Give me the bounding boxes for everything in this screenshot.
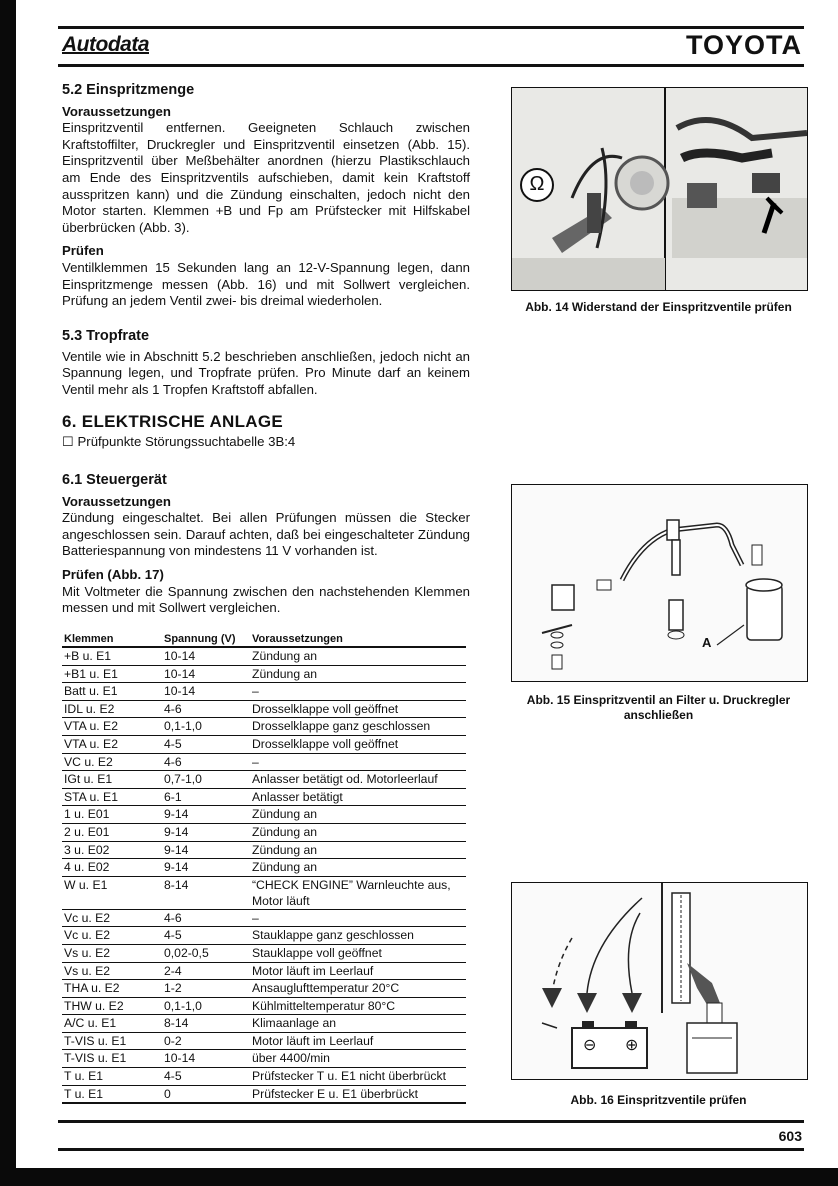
subheading: Prüfen	[62, 243, 104, 259]
table-row	[62, 841, 466, 859]
terminal-cell: +B1 u. E1	[62, 665, 162, 683]
terminal-cell: IDL u. E2	[62, 700, 162, 718]
section-title: 6.1 Steuergerät	[62, 472, 167, 488]
voltage-cell: 0-2	[162, 1032, 250, 1050]
terminal-cell: 1 u. E01	[62, 806, 162, 824]
table-row	[62, 1032, 466, 1050]
terminal-cell: 3 u. E02	[62, 841, 162, 859]
table-row	[62, 735, 466, 753]
terminal-cell: VTA u. E2	[62, 718, 162, 736]
table-row	[62, 806, 466, 824]
terminal-cell: T-VIS u. E1	[62, 1032, 162, 1050]
condition-cell: Motor läuft im Leerlauf	[250, 962, 466, 980]
paragraph: Zündung eingeschaltet. Bei allen Prüfungen müssen die Stecker angeschlossen sein. Darauf achten, daß bei eingeschalteter Zündung Batteriespannung von mindestens 11 V vorhanden ist.	[62, 510, 470, 559]
terminal-cell: STA u. E1	[62, 788, 162, 806]
voltage-spec-table	[62, 632, 466, 1104]
voltage-cell: 4-5	[162, 927, 250, 945]
terminal-cell: 4 u. E02	[62, 859, 162, 877]
table-row	[62, 859, 466, 877]
voltage-cell: 4-5	[162, 1068, 250, 1086]
terminal-cell: VC u. E2	[62, 753, 162, 771]
condition-cell: Zündung an	[250, 859, 466, 877]
voltage-cell: 0,1-1,0	[162, 997, 250, 1015]
figure-15-caption: Abb. 15 Einspritzventil an Filter u. Druckregler anschließen	[526, 693, 791, 722]
paragraph: Ventilklemmen 15 Sekunden lang an 12-V-Spannung legen, dann Einspritzmenge messen (Abb. 16) und mit Sollwert vergleichen. Prüfung an jedem Ventil zwei- bis dreimal wiederholen.	[62, 259, 470, 309]
table-row	[62, 788, 466, 806]
terminal-cell: A/C u. E1	[62, 1015, 162, 1033]
subheading: Prüfen (Abb. 17)	[62, 566, 164, 582]
voltage-cell: 9-14	[162, 841, 250, 859]
ohm-symbol: Ω	[520, 168, 554, 202]
subheading: Voraussetzungen	[62, 103, 171, 119]
column-header: Spannung (V)	[162, 632, 250, 647]
page-number: 603	[778, 1128, 802, 1144]
condition-cell: Stauklappe ganz geschlossen	[250, 927, 466, 945]
column-header: Klemmen	[62, 632, 162, 647]
condition-cell: Anlasser betätigt	[250, 788, 466, 806]
condition-cell: “CHECK ENGINE” Warnleuchte aus, Motor läuft	[250, 876, 466, 909]
table-row	[62, 1068, 466, 1086]
column-header: Voraussetzungen	[250, 632, 466, 647]
condition-cell: –	[250, 909, 466, 927]
table-row	[62, 980, 466, 998]
voltage-cell: 10-14	[162, 683, 250, 701]
reference-line	[62, 434, 470, 451]
table-row	[62, 876, 466, 909]
terminal-cell: T-VIS u. E1	[62, 1050, 162, 1068]
header-bottom-rule	[58, 64, 804, 67]
condition-cell: über 4400/min	[250, 1050, 466, 1068]
voltage-cell: 9-14	[162, 823, 250, 841]
table-row	[62, 1085, 466, 1103]
table-row	[62, 1050, 466, 1068]
table-row	[62, 753, 466, 771]
voltage-cell: 4-6	[162, 700, 250, 718]
figure-15-drawing	[511, 484, 808, 682]
injector-resistance-photo	[512, 88, 807, 290]
voltage-cell: 9-14	[162, 806, 250, 824]
voltage-cell: 0,02-0,5	[162, 944, 250, 962]
terminal-cell: Vs u. E2	[62, 944, 162, 962]
table-row	[62, 1015, 466, 1033]
chapter-title: 6. ELEKTRISCHE ANLAGE	[62, 412, 284, 431]
terminal-cell: 2 u. E01	[62, 823, 162, 841]
terminal-cell: THW u. E2	[62, 997, 162, 1015]
vehicle-make: TOYOTA	[685, 30, 802, 60]
voltage-cell: 10-14	[162, 665, 250, 683]
figure-14-caption: Abb. 14 Widerstand der Einspritzventile prüfen	[525, 300, 792, 314]
terminal-cell: Batt u. E1	[62, 683, 162, 701]
voltage-cell: 10-14	[162, 1050, 250, 1068]
paragraph: Ventile wie in Abschnitt 5.2 beschrieben anschließen, jedoch nicht an Spannung legen, und Tropfrate prüfen. Pro Minute darf an keinem Ventil mehr als 1 Tropfen Kraftstoff abfallen.	[62, 348, 470, 397]
figure-16-drawing	[511, 882, 808, 1080]
footer-rule-bottom	[58, 1148, 804, 1151]
section-title: 5.3 Tropfrate	[62, 328, 150, 344]
reference-text: Prüfpunkte Störungssuchtabelle 3B:4	[77, 433, 296, 449]
scan-edge-bottom	[0, 1168, 838, 1186]
voltage-cell: 8-14	[162, 876, 250, 909]
condition-cell: Drosselklappe voll geöffnet	[250, 735, 466, 753]
table-row	[62, 823, 466, 841]
section-5-2	[62, 82, 470, 310]
voltage-cell: 10-14	[162, 647, 250, 665]
terminal-cell: +B u. E1	[62, 647, 162, 665]
section-5-3	[62, 328, 470, 398]
condition-cell: Zündung an	[250, 806, 466, 824]
table-row	[62, 771, 466, 789]
condition-cell: Prüfstecker T u. E1 nicht überbrückt	[250, 1068, 466, 1086]
table-row	[62, 944, 466, 962]
terminal-cell: IGt u. E1	[62, 771, 162, 789]
table-row	[62, 927, 466, 945]
table-row	[62, 909, 466, 927]
subheading: Voraussetzungen	[62, 493, 171, 509]
condition-cell: –	[250, 683, 466, 701]
table-row	[62, 700, 466, 718]
voltage-cell: 1-2	[162, 980, 250, 998]
table-row	[62, 718, 466, 736]
condition-cell: Kühlmitteltemperatur 80°C	[250, 997, 466, 1015]
terminal-cell: VTA u. E2	[62, 735, 162, 753]
voltage-cell: 8-14	[162, 1015, 250, 1033]
voltage-cell: 4-6	[162, 909, 250, 927]
voltage-cell: 9-14	[162, 859, 250, 877]
condition-cell: Zündung an	[250, 841, 466, 859]
figure-16-caption: Abb. 16 Einspritzventile prüfen	[570, 1093, 747, 1107]
terminal-cell: T u. E1	[62, 1068, 162, 1086]
condition-cell: Klimaanlage an	[250, 1015, 466, 1033]
voltage-cell: 6-1	[162, 788, 250, 806]
condition-cell: Drosselklappe ganz geschlossen	[250, 718, 466, 736]
filter-regulator-diagram	[512, 485, 807, 681]
paragraph: Einspritzventil entfernen. Geeigneten Schlauch zwischen Kraftstoffilter, Druckregler und Einspritzventil einsetzen (Abb. 15). Einspritzventil über Meßbehälter anordnen (hierzu Plastikschlauch am Ende des Einspritzventils aufschieben, damit kein Kraftstoff ausspritzen kann) und die Zündung einschalten, jedoch nicht den Motor starten. Klemmen +B und Fp am Prüfstecker mit Hilfskabel überbrücken (Abb. 3).	[62, 120, 470, 235]
brand-logo: Autodata	[62, 33, 149, 56]
section-6-1	[62, 472, 470, 617]
terminal-cell: Vs u. E2	[62, 962, 162, 980]
table-header-row	[62, 632, 466, 647]
checkbox-symbol: ☐	[62, 433, 74, 449]
condition-cell: Ansauglufttemperatur 20°C	[250, 980, 466, 998]
battery-plus-terminal: ⊕	[625, 1037, 639, 1054]
voltage-cell: 4-6	[162, 753, 250, 771]
terminal-cell: W u. E1	[62, 876, 162, 909]
condition-cell: Drosselklappe voll geöffnet	[250, 700, 466, 718]
header-top-rule	[58, 26, 804, 29]
terminal-cell: T u. E1	[62, 1085, 162, 1103]
terminal-cell: THA u. E2	[62, 980, 162, 998]
section-6	[62, 414, 470, 450]
section-title: 5.2 Einspritzmenge	[62, 82, 195, 98]
injector-test-diagram	[512, 883, 807, 1079]
voltage-cell: 0	[162, 1085, 250, 1103]
table-row	[62, 647, 466, 665]
figure-14-photo	[511, 87, 808, 291]
voltage-cell: 4-5	[162, 735, 250, 753]
terminal-cell: Vc u. E2	[62, 909, 162, 927]
battery-minus-terminal: ⊖	[583, 1037, 597, 1054]
scan-edge-left	[0, 0, 16, 1186]
condition-cell: Motor läuft im Leerlauf	[250, 1032, 466, 1050]
condition-cell: –	[250, 753, 466, 771]
condition-cell: Stauklappe voll geöffnet	[250, 944, 466, 962]
table-row	[62, 962, 466, 980]
voltage-cell: 0,1-1,0	[162, 718, 250, 736]
condition-cell: Zündung an	[250, 665, 466, 683]
condition-cell: Anlasser betätigt od. Motorleerlauf	[250, 771, 466, 789]
voltage-cell: 0,7-1,0	[162, 771, 250, 789]
part-label-a: A	[702, 635, 712, 650]
condition-cell: Prüfstecker E u. E1 überbrückt	[250, 1085, 466, 1103]
footer-rule-top	[58, 1120, 804, 1123]
table-row	[62, 997, 466, 1015]
table-row	[62, 683, 466, 701]
table-row	[62, 665, 466, 683]
paragraph: Mit Voltmeter die Spannung zwischen den nachstehenden Klemmen messen und mit Sollwert vergleichen.	[62, 583, 470, 616]
terminal-cell: Vc u. E2	[62, 927, 162, 945]
condition-cell: Zündung an	[250, 647, 466, 665]
condition-cell: Zündung an	[250, 823, 466, 841]
voltage-cell: 2-4	[162, 962, 250, 980]
